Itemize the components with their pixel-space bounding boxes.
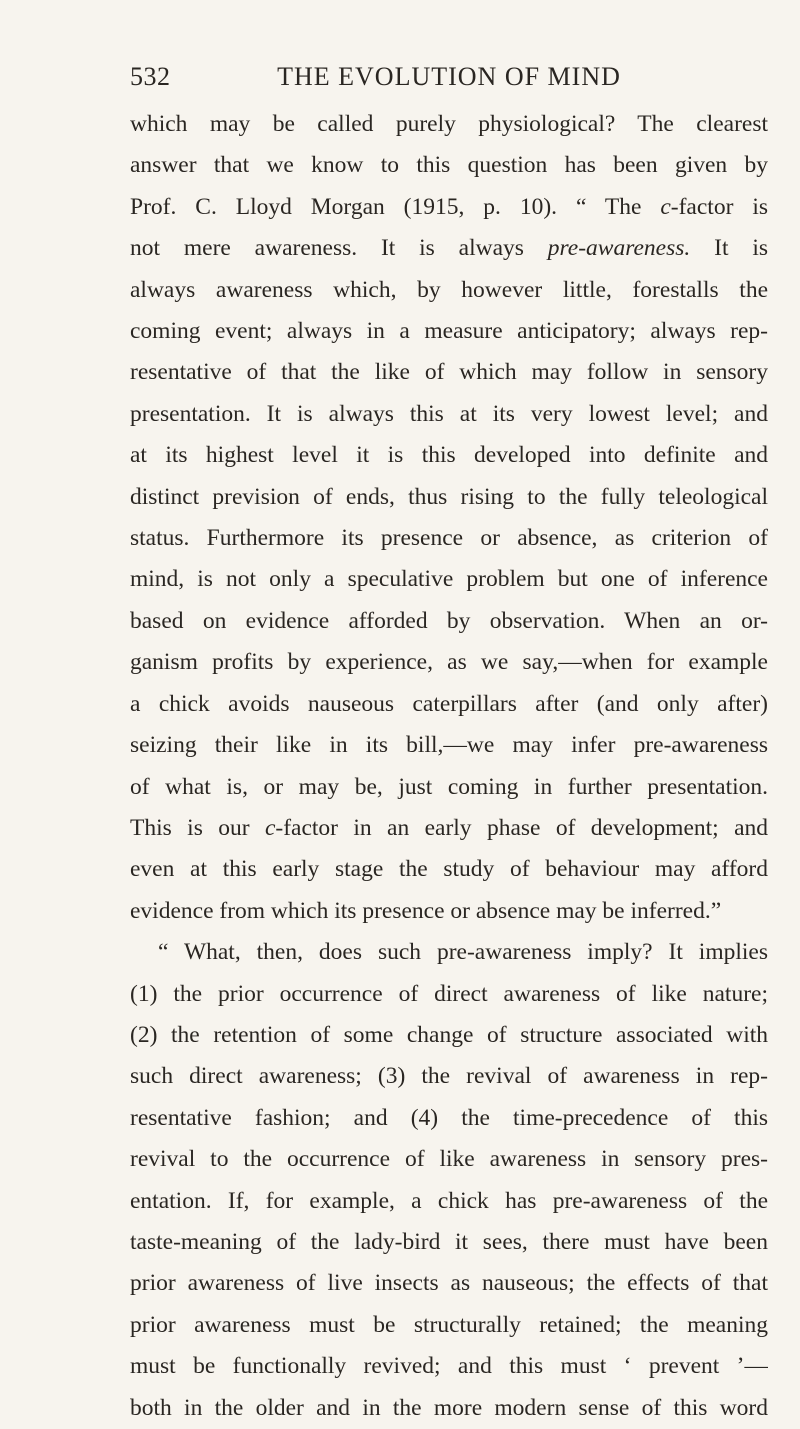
- text-line: resentative of that the like of which may follow in sensory: [130, 359, 768, 386]
- text-line: taste-meaning of the lady-bird it sees, there must have been: [130, 1228, 768, 1255]
- text-line: ganism profits by experience, as we say,—when for example: [130, 649, 768, 676]
- text-line: seizing their like in its bill,—we may infer pre-awareness: [130, 732, 768, 759]
- text-line: distinct prevision of ends, thus rising to the fully teleological: [130, 483, 768, 510]
- text-line: entation. If, for example, a chick has pre-awareness of the: [130, 1187, 768, 1214]
- page-number: 532: [130, 62, 171, 91]
- text-line: answer that we know to this question has been given by: [130, 152, 768, 179]
- text-line: of what is, or may be, just coming in further presentation.: [130, 773, 768, 800]
- text-line: resentative fashion; and (4) the time-precedence of this: [130, 1104, 768, 1131]
- text-line: must be functionally revived; and this must ‘ prevent ’—: [130, 1353, 768, 1380]
- text-line: which may be called purely physiological? The clearest: [130, 111, 768, 137]
- page-header: [130, 62, 768, 102]
- text-line: based on evidence afforded by observation. When an or-: [130, 607, 768, 634]
- text-line: Prof. C. Lloyd Morgan (1915, p. 10). “ The c-factor is: [130, 193, 768, 220]
- text-line: (1) the prior occurrence of direct awareness of like nature;: [130, 980, 768, 1007]
- text-line: always awareness which, by however little, forestalls the: [130, 276, 768, 303]
- text-line: such direct awareness; (3) the revival of awareness in rep-: [130, 1063, 768, 1090]
- text-line: both in the older and in the more modern sense of this word: [130, 1394, 768, 1421]
- text-line: presentation. It is always this at its very lowest level; and: [130, 400, 768, 427]
- running-title: THE EVOLUTION OF MIND: [277, 62, 621, 91]
- text-line: This is our c-factor in an early phase of development; and: [130, 814, 768, 841]
- text-line: status. Furthermore its presence or absence, as criterion of: [130, 525, 768, 552]
- text-line: at its highest level it is this developed into definite and: [130, 442, 768, 469]
- text-line: even at this early stage the study of behaviour may afford: [130, 856, 768, 883]
- text-line: coming event; always in a measure anticipatory; always rep-: [130, 318, 768, 345]
- text-line: not mere awareness. It is always pre-awareness. It is: [130, 235, 768, 262]
- text-line: evidence from which its presence or absence may be inferred.”: [130, 897, 722, 924]
- text-line: prior awareness must be structurally retained; the meaning: [130, 1311, 768, 1338]
- text-line: mind, is not only a speculative problem but one of inference: [130, 566, 768, 593]
- body-text: [130, 104, 768, 1429]
- text-line: revival to the occurrence of like awareness in sensory pres-: [130, 1146, 768, 1173]
- text-line: “ What, then, does such pre-awareness imply? It implies: [158, 939, 768, 966]
- text-line: prior awareness of live insects as nauseous; the effects of that: [130, 1270, 768, 1297]
- text-line: a chick avoids nauseous caterpillars after (and only after): [130, 690, 768, 717]
- text-line: (2) the retention of some change of structure associated with: [130, 1021, 768, 1048]
